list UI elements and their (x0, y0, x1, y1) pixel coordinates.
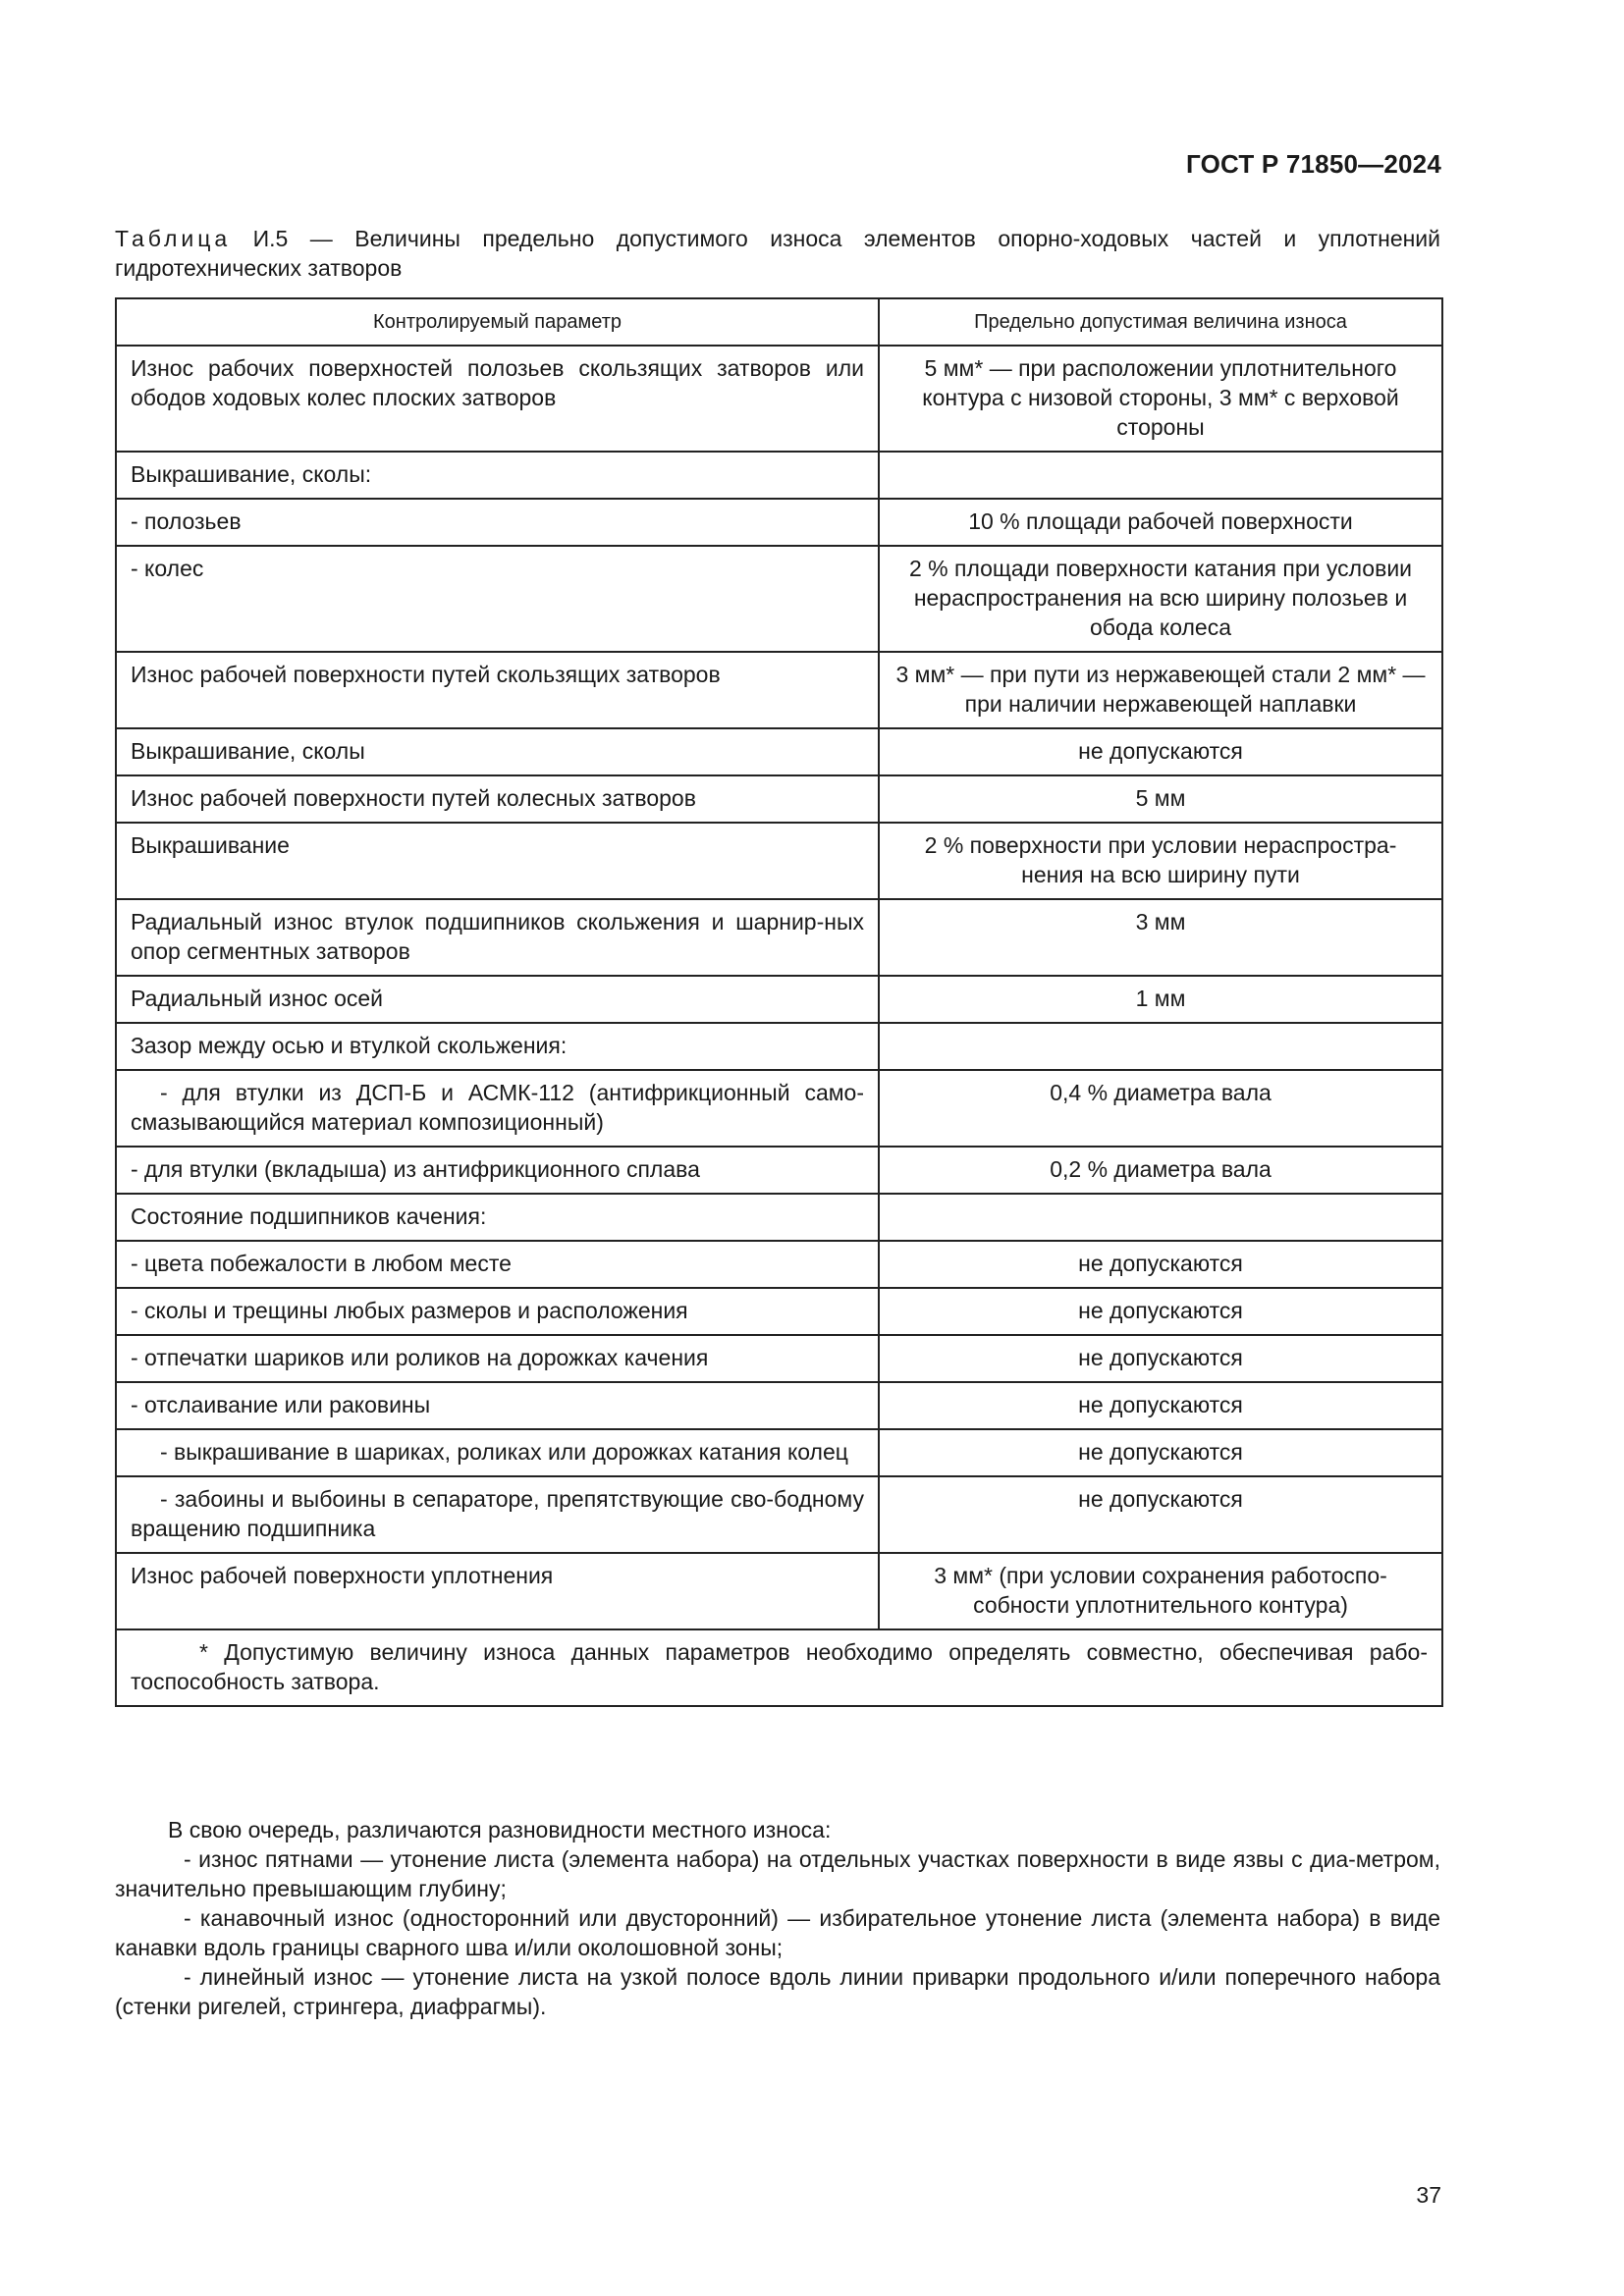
param-cell: - выкрашивание в шариках, роликах или дорожках катания колец (116, 1429, 879, 1476)
table-header-row (116, 298, 1442, 346)
wear-limits-table (115, 297, 1443, 1707)
param-cell: Состояние подшипников качения: (116, 1194, 879, 1241)
table-row (116, 1429, 1442, 1476)
value-cell: 3 мм (879, 899, 1442, 976)
table-row (116, 976, 1442, 1023)
value-cell: 5 мм* — при расположении уплотнительного контура с низовой стороны, 3 мм* с верховой стороны (879, 346, 1442, 452)
value-cell: не допускаются (879, 1335, 1442, 1382)
table-row (116, 1147, 1442, 1194)
param-cell: - сколы и трещины любых размеров и расположения (116, 1288, 879, 1335)
table-row (116, 546, 1442, 652)
param-cell: Износ рабочих поверхностей полозьев скользящих затворов или ободов ходовых колес плоских затворов (116, 346, 879, 452)
param-cell: - отслаивание или раковины (116, 1382, 879, 1429)
document-id: ГОСТ Р 71850—2024 (1186, 149, 1441, 179)
table-caption (115, 224, 1440, 283)
param-cell: - полозьев (116, 499, 879, 546)
table-row (116, 499, 1442, 546)
table-row (116, 899, 1442, 976)
param-cell: Износ рабочей поверхности путей колесных затворов (116, 775, 879, 823)
param-cell: Выкрашивание (116, 823, 879, 899)
table-row (116, 775, 1442, 823)
body-intro: В свою очередь, различаются разновидности местного износа: (168, 1817, 832, 1842)
value-cell: 0,2 % диаметра вала (879, 1147, 1442, 1194)
value-cell: не допускаются (879, 1429, 1442, 1476)
table-row (116, 1476, 1442, 1553)
table-row (116, 452, 1442, 499)
table-row (116, 1023, 1442, 1070)
value-cell: не допускаются (879, 1288, 1442, 1335)
value-cell: 5 мм (879, 775, 1442, 823)
page-number: 37 (1416, 2182, 1441, 2208)
value-cell (879, 1194, 1442, 1241)
table-row (116, 823, 1442, 899)
param-cell: Радиальный износ осей (116, 976, 879, 1023)
value-cell: 2 % площади поверхности катания при условии нераспространения на всю ширину полозьев и обода колеса (879, 546, 1442, 652)
table-row (116, 1070, 1442, 1147)
table-row (116, 1194, 1442, 1241)
body-text (115, 1815, 1440, 2021)
table-row (116, 1288, 1442, 1335)
value-cell: не допускаются (879, 1382, 1442, 1429)
param-cell: - отпечатки шариков или роликов на дорожках качения (116, 1335, 879, 1382)
value-cell: 10 % площади рабочей поверхности (879, 499, 1442, 546)
value-cell: 3 мм* (при условии сохранения работоспо-собности уплотнительного контура) (879, 1553, 1442, 1629)
column-header-limit: Предельно допустимая величина износа (879, 298, 1442, 346)
value-cell: не допускаются (879, 1476, 1442, 1553)
value-cell: не допускаются (879, 728, 1442, 775)
value-cell: 1 мм (879, 976, 1442, 1023)
table-row (116, 1553, 1442, 1629)
param-cell: Зазор между осью и втулкой скольжения: (116, 1023, 879, 1070)
param-cell: - для втулки (вкладыша) из антифрикционного сплава (116, 1147, 879, 1194)
param-cell: Радиальный износ втулок подшипников скольжения и шарнир-ных опор сегментных затворов (116, 899, 879, 976)
param-cell: - забоины и выбоины в сепараторе, препятствующие сво-бодному вращению подшипника (116, 1476, 879, 1553)
table-row (116, 728, 1442, 775)
value-cell: 0,4 % диаметра вала (879, 1070, 1442, 1147)
caption-text: И.5 — Величины предельно допустимого износа элементов опорно-ходовых частей и уплотнений гидротехнических затворов (115, 226, 1441, 281)
param-cell: Выкрашивание, сколы: (116, 452, 879, 499)
param-cell: - для втулки из ДСП-Б и АСМК-112 (антифрикционный само-смазывающийся материал композиционный) (116, 1070, 879, 1147)
param-cell: Выкрашивание, сколы (116, 728, 879, 775)
value-cell: 2 % поверхности при условии нераспростра-нения на всю ширину пути (879, 823, 1442, 899)
param-cell: - колес (116, 546, 879, 652)
list-item: - линейный износ — утонение листа на узкой полосе вдоль линии приварки продольного и/или поперечного набора (стенки ригелей, стрингера, диафрагмы). (115, 1964, 1440, 2019)
table-footnote: * Допустимую величину износа данных параметров необходимо определять совместно, обеспечивая рабо-тоспособность затвора. (116, 1629, 1442, 1706)
table-row (116, 1335, 1442, 1382)
table-row (116, 346, 1442, 452)
value-cell: 3 мм* — при пути из нержавеющей стали 2 мм* — при наличии нержавеющей наплавки (879, 652, 1442, 728)
column-header-parameter: Контролируемый параметр (116, 298, 879, 346)
table-row (116, 1382, 1442, 1429)
table-row (116, 1241, 1442, 1288)
value-cell (879, 1023, 1442, 1070)
param-cell: - цвета побежалости в любом месте (116, 1241, 879, 1288)
param-cell: Износ рабочей поверхности путей скользящих затворов (116, 652, 879, 728)
list-item: - канавочный износ (односторонний или двусторонний) — избирательное утонение листа (элемента набора) в виде канавки вдоль границы сварного шва и/или околошовной зоны; (115, 1905, 1440, 1960)
list-item: - износ пятнами — утонение листа (элемента набора) на отдельных участках поверхности в виде язвы с диа-метром, значительно превышающим глубину; (115, 1846, 1440, 1901)
caption-label: Таблица (115, 226, 232, 251)
param-cell: Износ рабочей поверхности уплотнения (116, 1553, 879, 1629)
value-cell: не допускаются (879, 1241, 1442, 1288)
footnote-row (116, 1629, 1442, 1706)
value-cell (879, 452, 1442, 499)
table-row (116, 652, 1442, 728)
